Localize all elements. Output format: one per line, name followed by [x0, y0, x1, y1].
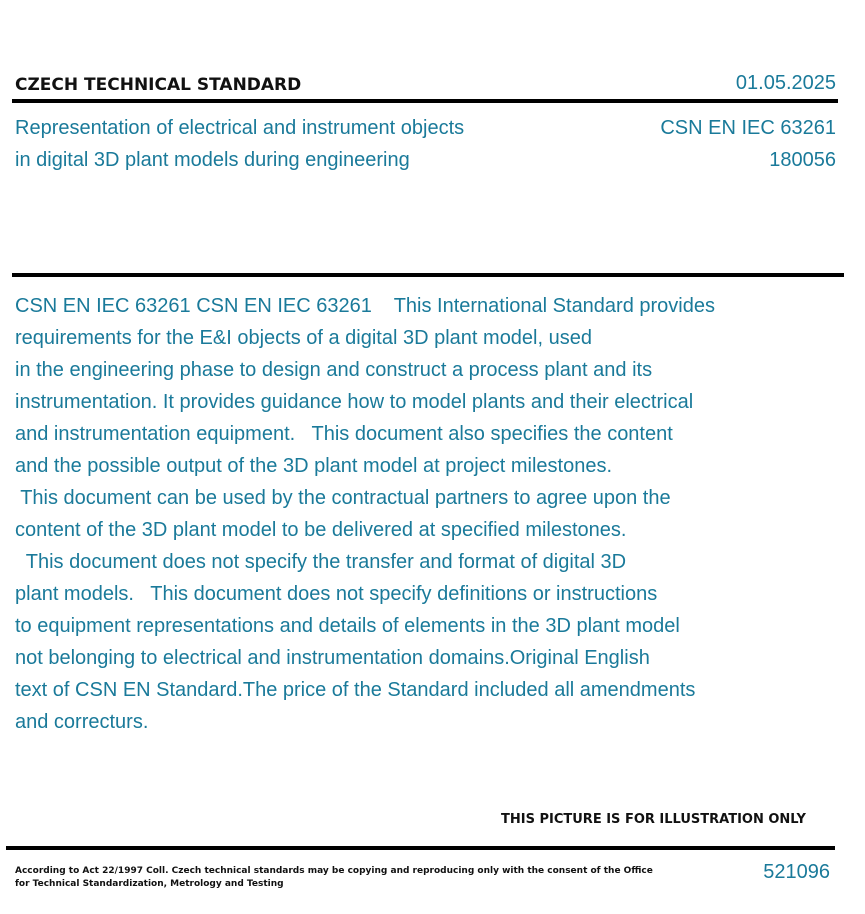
header-rule: [12, 99, 838, 103]
abstract-line: content of the 3D plant model to be delivered at specified milestones.: [15, 519, 627, 541]
legal-line-1: According to Act 22/1997 Coll. Czech technical standards may be copying and reproducing only with the consent of the Office: [15, 866, 653, 876]
abstract-line: and instrumentation equipment. This document also specifies the content: [15, 423, 673, 445]
abstract-line: CSN EN IEC 63261 CSN EN IEC 63261 This International Standard provides: [15, 295, 715, 317]
legal-line-2: for Technical Standardization, Metrology and Testing: [15, 879, 284, 889]
abstract-line: in the engineering phase to design and construct a process plant and its: [15, 359, 653, 381]
illustration-note: THIS PICTURE IS FOR ILLUSTRATION ONLY: [501, 812, 806, 827]
standard-type-label: CZECH TECHNICAL STANDARD: [15, 75, 302, 95]
abstract-line: and the possible output of the 3D plant model at project milestones.: [15, 455, 613, 477]
legal-notice: [15, 865, 653, 891]
footer-rule: [6, 846, 835, 850]
abstract-line: instrumentation. It provides guidance how to model plants and their electrical: [15, 391, 694, 413]
title-line-2: in digital 3D plant models during engineering: [15, 149, 410, 171]
catalog-number: 180056: [769, 149, 836, 171]
abstract-line: This document can be used by the contractual partners to agree upon the: [15, 487, 671, 509]
standard-code: CSN EN IEC 63261: [660, 117, 836, 139]
abstract: [15, 290, 815, 738]
abstract-line: text of CSN EN Standard.The price of the Standard included all amendments: [15, 679, 696, 701]
document-number: 521096: [763, 861, 830, 883]
publication-date: 01.05.2025: [735, 72, 836, 94]
abstract-line: to equipment representations and details of elements in the 3D plant model: [15, 615, 680, 637]
title-line-1: Representation of electrical and instrument objects: [15, 117, 465, 139]
abstract-line: not belonging to electrical and instrumentation domains.Original English: [15, 647, 650, 669]
abstract-line: and correcturs.: [15, 711, 149, 733]
abstract-line: This document does not specify the transfer and format of digital 3D: [15, 551, 627, 573]
title-rule: [12, 273, 844, 277]
abstract-line: requirements for the E&I objects of a digital 3D plant model, used: [15, 327, 592, 349]
abstract-line: plant models. This document does not specify definitions or instructions: [15, 583, 658, 605]
